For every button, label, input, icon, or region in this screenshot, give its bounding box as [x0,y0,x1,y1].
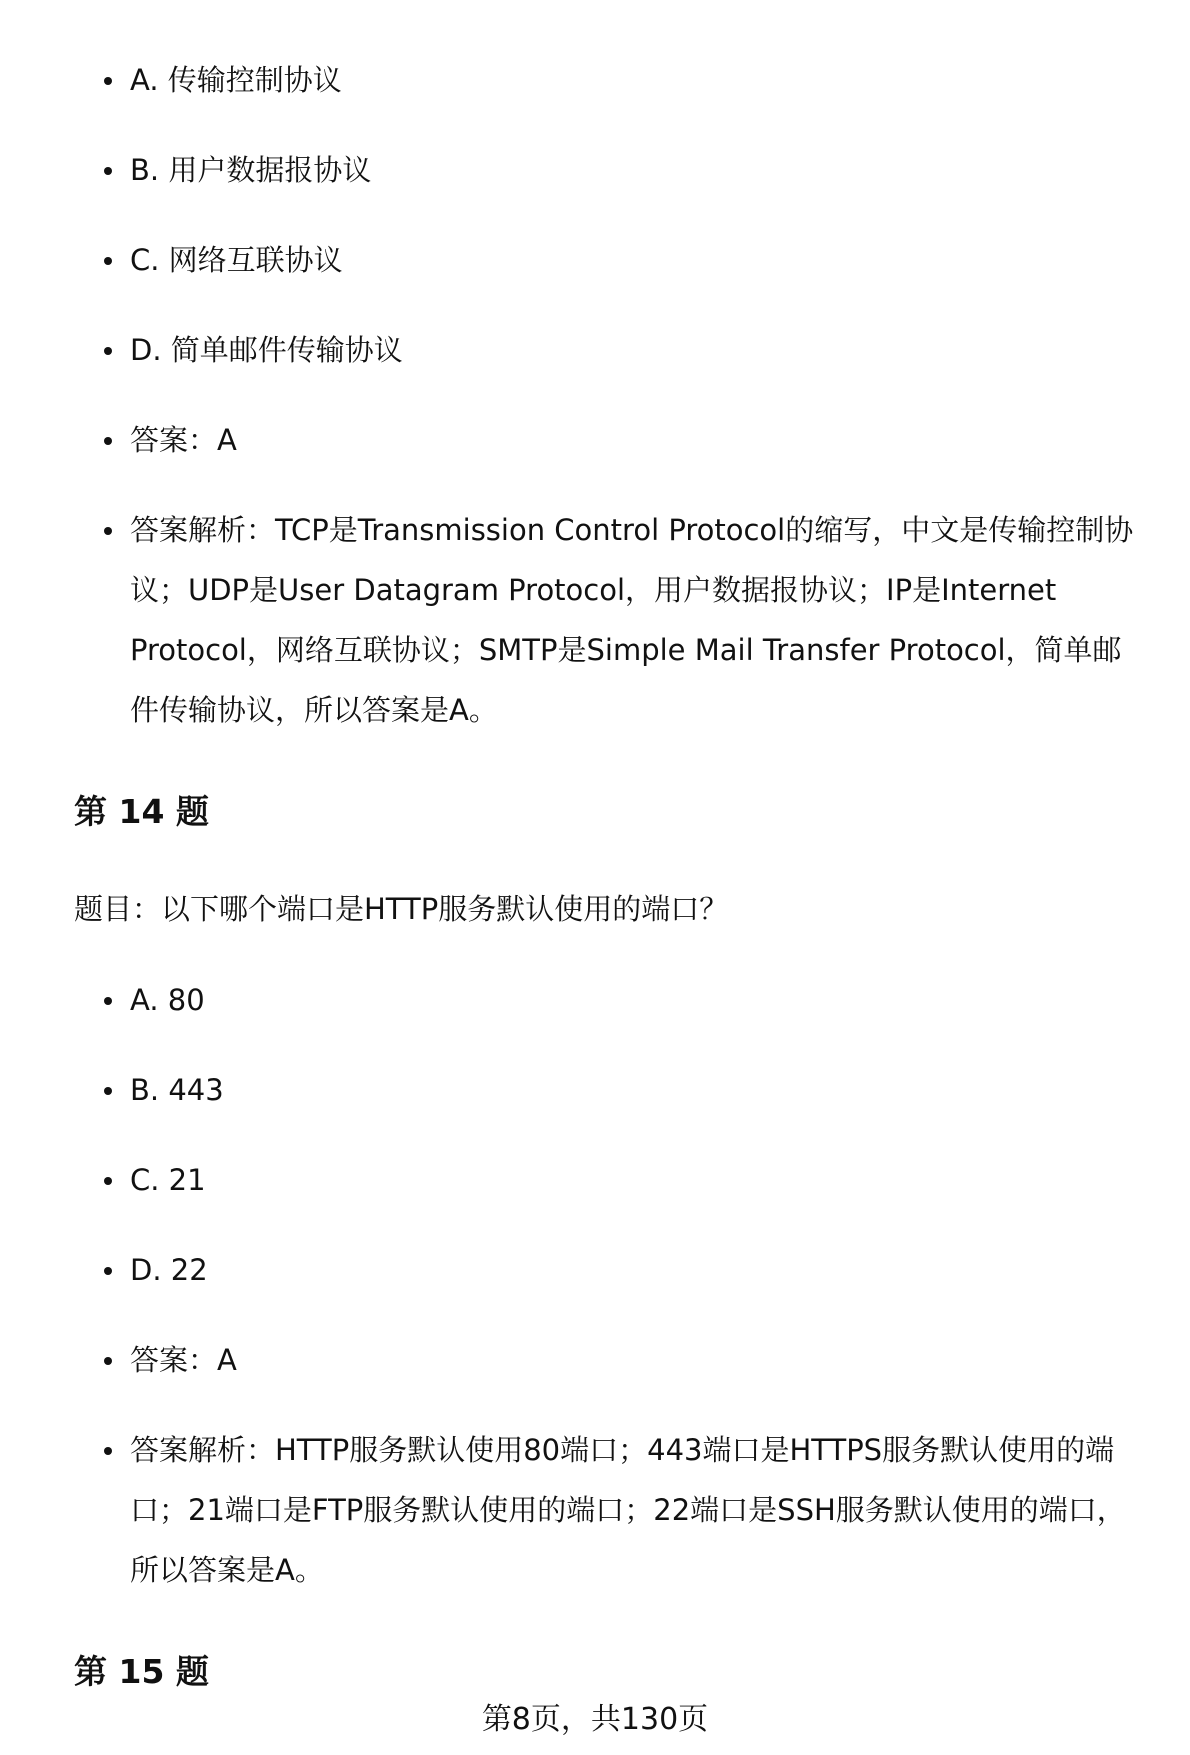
q13-option-list [74,50,1144,740]
q13-option-b: B. 用户数据报协议 [74,140,1144,230]
q14-option-d: D. 22 [74,1240,1144,1330]
q13-explanation: 答案解析：TCP是Transmission Control Protocol的缩写，中文是传输控制协议；UDP是User Datagram Protocol，用户数据报协议；IP是Internet Protocol，网络互联协议；SMTP是Simple Mail Transfer Protocol，简单邮件传输协议，所以答案是A。 [74,500,1144,740]
q14-option-a: A. 80 [74,970,1144,1060]
q13-option-a: A. 传输控制协议 [74,50,1144,140]
q14-explanation: 答案解析：HTTP服务默认使用80端口；443端口是HTTPS服务默认使用的端口；21端口是FTP服务默认使用的端口；22端口是SSH服务默认使用的端口，所以答案是A。 [74,1420,1144,1600]
q15-heading: 第 15 题 [74,1652,209,1691]
q13-answer: 答案：A [74,410,1144,500]
q13-option-c: C. 网络互联协议 [74,230,1144,320]
q14-option-c: C. 21 [74,1150,1144,1240]
q14-heading: 第 14 题 [74,792,209,831]
q14-option-b: B. 443 [74,1060,1144,1150]
q14-option-list [74,970,1144,1600]
q14-answer: 答案：A [74,1330,1144,1420]
q13-option-d: D. 简单邮件传输协议 [74,320,1144,410]
page-number-footer: 第8页，共130页 [481,1702,709,1737]
q14-question: 题目：以下哪个端口是HTTP服务默认使用的端口？ [74,892,729,926]
